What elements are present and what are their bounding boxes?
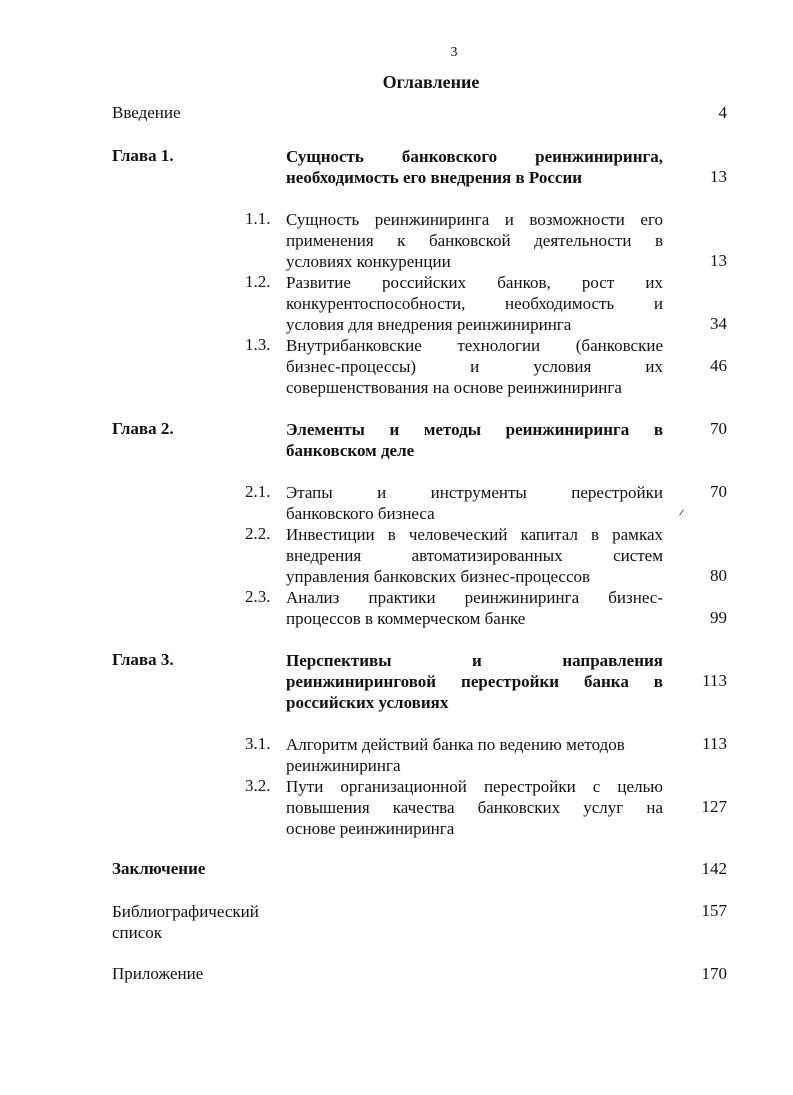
- section-3-2-page: 127: [701, 797, 727, 816]
- section-3-1-page: 113: [702, 734, 727, 753]
- section-2-1-title: Этапы и инструменты перестройки банковского бизнеса: [286, 483, 663, 523]
- section-2-1-num: 2.1.: [245, 482, 271, 501]
- section-1-1-num: 1.1.: [245, 209, 271, 228]
- section-1-1-page: 13: [710, 251, 727, 270]
- section-1-2-title: Развитие российских банков, рост их конкурентоспособности, необходимость и условия для внедрения реинжиниринга: [286, 273, 663, 334]
- section-2-2-num: 2.2.: [245, 524, 271, 543]
- conclusion-label: Заключение: [112, 859, 206, 878]
- section-1-3-page: 46: [710, 356, 727, 375]
- section-1-1-title: Сущность реинжиниринга и возможности его применения к банковской деятельности в условиях конкуренции: [286, 210, 663, 271]
- bibliography-label: Библиографический список: [112, 902, 259, 942]
- chapter-3-title: Перспективы и направления реинжиниринговой перестройки банка в российских условиях: [286, 651, 663, 712]
- section-1-3-title: Внутрибанковские технологии (банковские бизнес-процессы) и условия их совершенствования на основе реинжиниринга: [286, 336, 663, 397]
- chapter-3-label: Глава 3.: [112, 650, 174, 669]
- chapter-2-title: Элементы и методы реинжиниринга в банковском деле: [286, 420, 663, 460]
- section-2-2-page: 80: [710, 566, 727, 585]
- section-1-2-page: 34: [710, 314, 727, 333]
- intro-label: Введение: [112, 103, 181, 122]
- section-3-1-title: Алгоритм действий банка по ведению методов реинжиниринга: [286, 735, 625, 775]
- chapter-1-title: Сущность банковского реинжиниринга, необходимость его внедрения в России: [286, 147, 663, 187]
- page-title: Оглавление: [382, 72, 480, 92]
- chapter-2-page: 70: [710, 419, 727, 438]
- scan-mark: [679, 509, 684, 515]
- appendix-label: Приложение: [112, 964, 204, 983]
- section-2-3-page: 99: [710, 608, 727, 627]
- bibliography-page: 157: [701, 901, 727, 920]
- chapter-1-label: Глава 1.: [112, 146, 174, 165]
- section-1-3-num: 1.3.: [245, 335, 271, 354]
- section-2-1-page: 70: [710, 482, 727, 501]
- section-1-2-num: 1.2.: [245, 272, 271, 291]
- chapter-3-page: 113: [702, 671, 727, 690]
- conclusion-page: 142: [701, 859, 727, 878]
- section-3-1-num: 3.1.: [245, 734, 271, 753]
- section-3-2-title: Пути организационной перестройки с целью повышения качества банковских услуг на основе реинжиниринга: [286, 777, 663, 838]
- chapter-2-label: Глава 2.: [112, 419, 174, 438]
- page-number: 3: [450, 45, 458, 60]
- section-2-3-num: 2.3.: [245, 587, 271, 606]
- section-3-2-num: 3.2.: [245, 776, 271, 795]
- appendix-page: 170: [701, 964, 727, 983]
- chapter-1-page: 13: [710, 167, 727, 186]
- intro-page: 4: [718, 103, 727, 122]
- section-2-3-title: Анализ практики реинжиниринга бизнес- процессов в коммерческом банке: [286, 588, 663, 628]
- section-2-2-title: Инвестиции в человеческий капитал в рамках внедрения автоматизированных систем управления банковских бизнес-процессов: [286, 525, 663, 586]
